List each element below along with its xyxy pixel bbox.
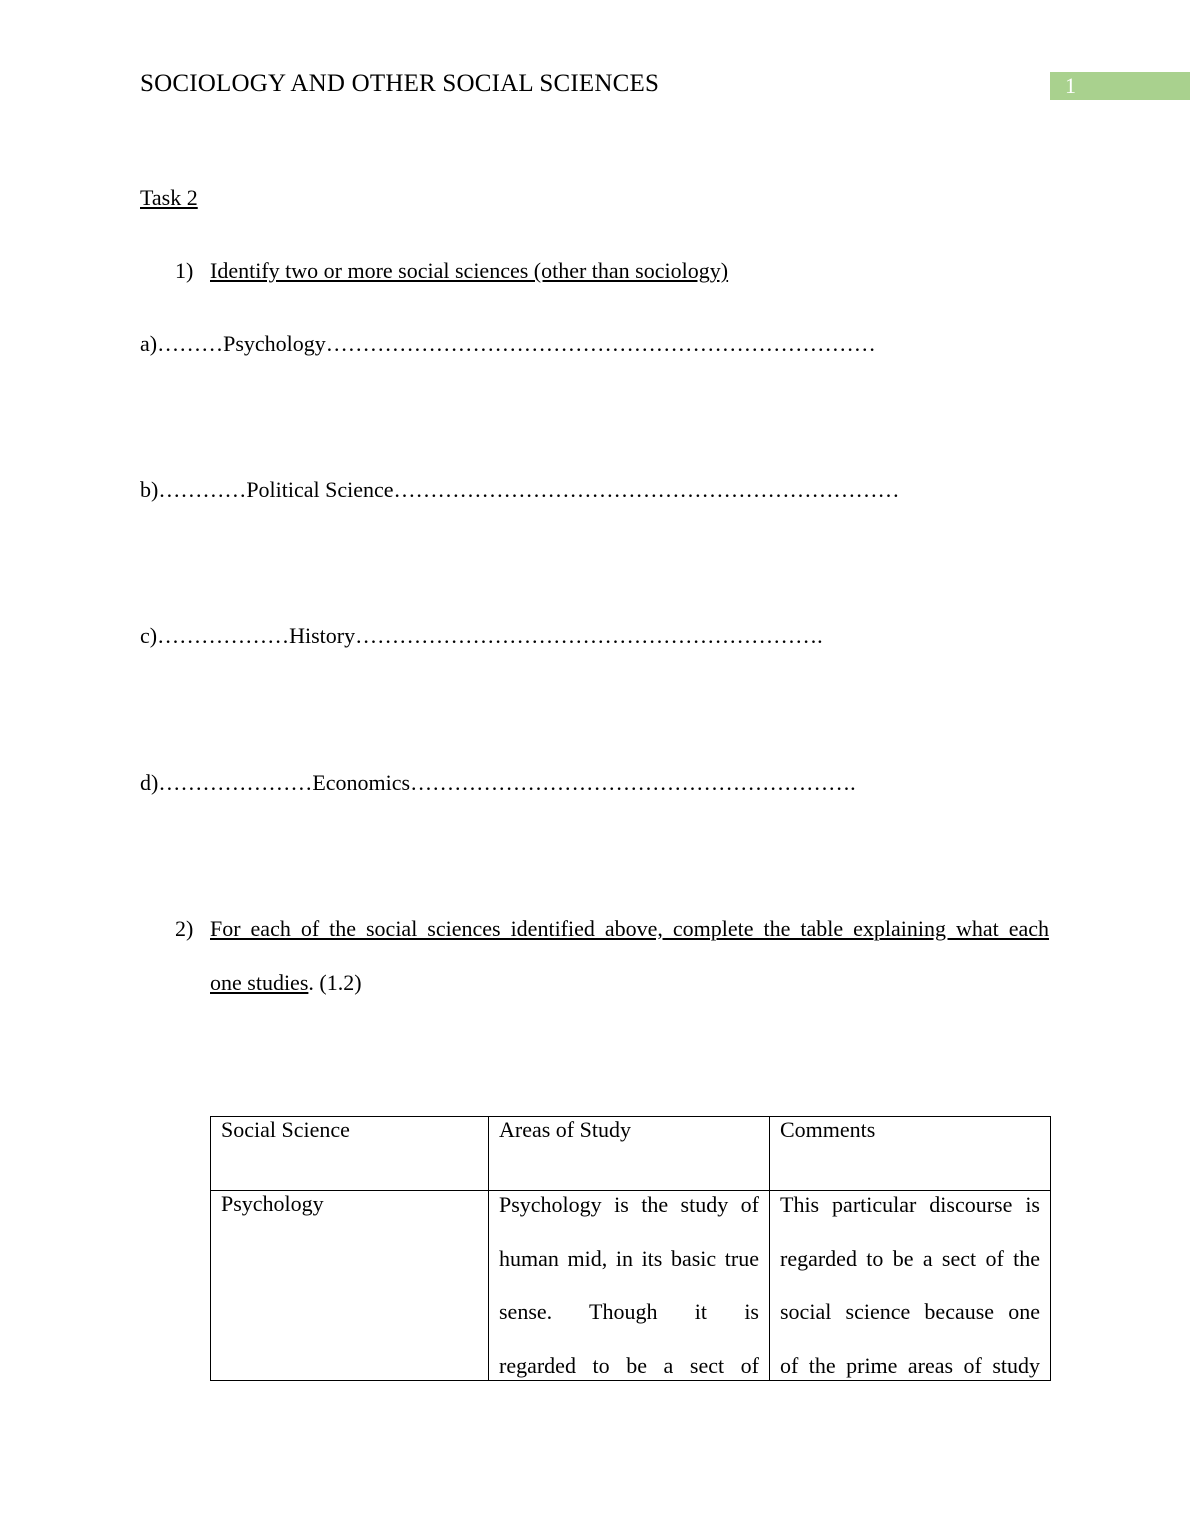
social-science-table <box>210 1116 1051 1381</box>
header-areas-of-study: Areas of Study <box>489 1117 770 1191</box>
answer-c: c)………………History………………………………………………………. <box>140 623 823 648</box>
question-1-text: Identify two or more social sciences (other than sociology) <box>210 258 729 283</box>
cell-social-science-text: Psychology <box>221 1191 324 1216</box>
question-2-number: 2) <box>175 916 194 941</box>
question-1-number: 1) <box>175 258 194 283</box>
cell-text-line: This particular discourse is <box>780 1192 1040 1217</box>
table-row <box>211 1191 1051 1381</box>
question-2-underlined-part: one studies <box>210 970 309 995</box>
cell-text-line: social science because one <box>780 1299 1040 1324</box>
cell-text-line: of the prime areas of study <box>780 1352 1040 1378</box>
cell-text-line: Psychology is the study of <box>499 1192 759 1217</box>
answer-b: b)…………Political Science…………………………………………………………… <box>140 477 900 502</box>
header-social-science: Social Science <box>211 1117 489 1191</box>
document-header-title: SOCIOLOGY AND OTHER SOCIAL SCIENCES <box>140 70 660 97</box>
cell-text-line: human mid, in its basic true <box>499 1245 759 1271</box>
page-number-badge: 1 <box>1050 72 1190 100</box>
question-2-reference: . (1.2) <box>308 970 362 995</box>
cell-text-line: regarded to be a sect of <box>499 1352 759 1378</box>
cell-text-line: regarded to be a sect of the <box>780 1245 1040 1271</box>
question-2-text-line-2 <box>210 970 362 996</box>
question-2-text-line-1: For each of the social sciences identified above, complete the table explaining what each <box>210 916 1049 941</box>
cell-comments <box>770 1191 1051 1381</box>
cell-social-science <box>211 1191 489 1381</box>
answer-a: a)………Psychology………………………………………………………………… <box>140 331 876 356</box>
cell-text-line: sense. Though it is <box>499 1299 759 1324</box>
table-header-row <box>211 1117 1051 1191</box>
cell-areas-of-study <box>489 1191 770 1381</box>
answer-d: d)…………………Economics……………………………………………………. <box>140 770 856 795</box>
header-comments: Comments <box>770 1117 1051 1191</box>
task-title: Task 2 <box>140 185 198 210</box>
